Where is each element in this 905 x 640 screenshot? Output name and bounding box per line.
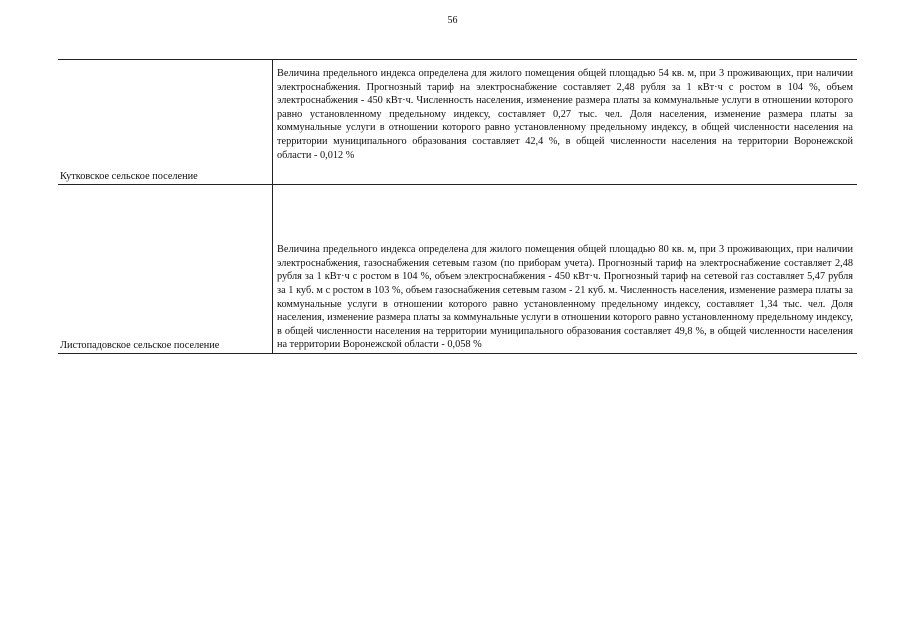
table-row xyxy=(58,60,857,185)
page-number: 56 xyxy=(447,15,458,26)
settlement-description-cell xyxy=(272,185,857,353)
settlement-name-cell xyxy=(58,185,272,353)
settlement-name: Кутковское сельское поселение xyxy=(60,171,198,182)
settlement-description-cell xyxy=(272,60,857,184)
settlement-name-cell xyxy=(58,60,272,184)
settlements-table xyxy=(58,59,857,354)
table-row xyxy=(58,185,857,354)
settlement-description: Величина предельного индекса определена для жилого помещения общей площадью 54 кв. м, при 3 проживающих, при наличии электроснабжения. Прогнозный тариф на электроснабжение составляет 2,48 рубля за 1 кВт·ч с ростом в 104 %, объем электроснабжения - 450 кВт·ч. Численность населения, изменение размера платы за коммунальные услуги в отношении которого равно установленному предельному индексу, составляет 0,27 тыс. чел. Доля населения, изменение размера платы за коммунальные услуги в отношении которого равно установленному предельному индексу, в общей численности населения на территории муниципального образования составляет 42,4 %, в общей численности населения на территории Воронежской области - 0,012 % xyxy=(277,68,853,161)
settlement-name: Листопадовское сельское поселение xyxy=(60,340,220,351)
settlement-description: Величина предельного индекса определена для жилого помещения общей площадью 80 кв. м, при 3 проживающих, при наличии электроснабжения, газоснабжения сетевым газом (по приборам учета). Прогнозный тариф на электроснабжение составляет 2,48 рубля за 1 кВт·ч с ростом в 104 %, объем электроснабжения - 450 кВт·ч. Прогнозный тариф на сетевой газ составляет 5,47 рубля за 1 куб. м с ростом в 103 %, объем газоснабжения сетевым газом - 21 куб. м. Численность населения, изменение размера платы за коммунальные услуги в отношении которого равно установленному предельному индексу, составляет 1,34 тыс. чел. Доля населения, изменение размера платы за коммунальные услуги в отношении которого равно установленному предельному индексу, в общей численности населения на территории муниципального образования составляет 49,8 %, в общей численности населения на территории Воронежской области - 0,058 % xyxy=(277,244,853,351)
